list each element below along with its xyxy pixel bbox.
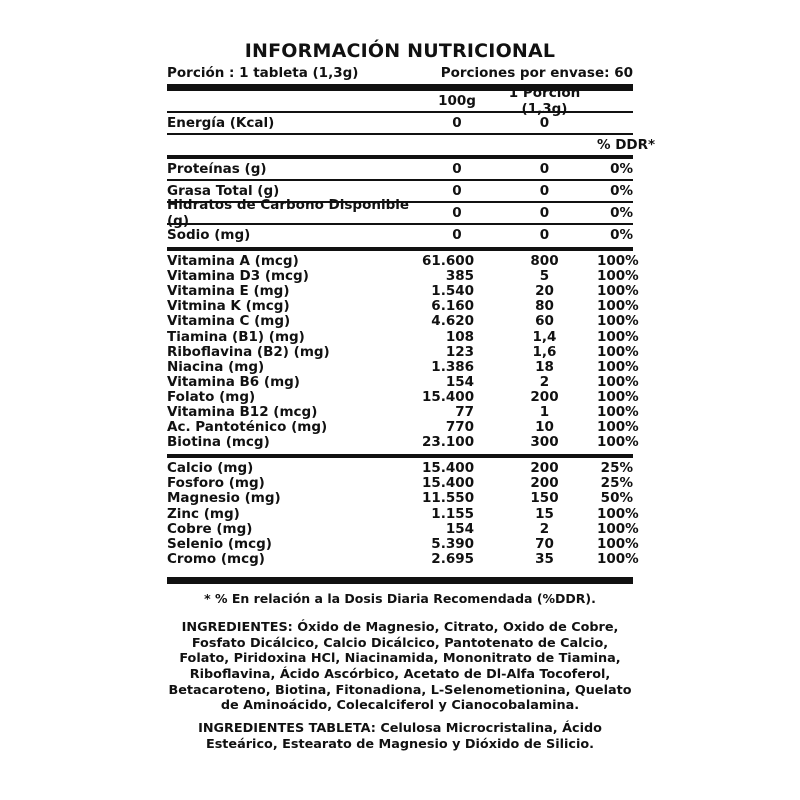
macro-per100: 0: [452, 205, 462, 221]
mineral-perportion: 35: [535, 550, 554, 567]
macro-name: Hidratos de Carbono Disponible (g): [167, 197, 410, 229]
vitamin-per100: 1.540: [431, 283, 474, 300]
vitamin-row: [167, 253, 639, 270]
vitamin-per100: 1.386: [431, 358, 474, 375]
macro-perportion: 0: [539, 227, 550, 243]
ddr-header-row: [167, 135, 656, 155]
panel-title: INFORMACIÓN NUTRICIONAL: [244, 40, 556, 62]
macro-per100: 0: [452, 161, 462, 177]
mineral-perportion: 70: [535, 535, 554, 552]
vitamin-perportion: 800: [530, 253, 559, 270]
mineral-ddr: 50%: [600, 490, 633, 507]
energy-row: [167, 113, 633, 133]
portion-size: Porción : 1 tableta (1,3g): [167, 65, 359, 81]
vitamin-name: Ac. Pantoténico (mg): [167, 419, 328, 436]
portion-line: [167, 64, 633, 82]
vitamin-ddr: 100%: [597, 283, 639, 300]
mineral-perportion: 2: [539, 520, 550, 537]
mineral-row: [167, 520, 639, 537]
mineral-name: Zinc (mg): [167, 505, 240, 522]
vitamins-section: [167, 253, 639, 451]
macro-perportion: 0: [539, 161, 550, 177]
mineral-name: Magnesio (mg): [167, 490, 281, 507]
macro-row: [167, 225, 633, 245]
mineral-ddr: 100%: [597, 535, 639, 552]
vitamin-ddr: 100%: [597, 313, 639, 330]
vitamin-per100: 61.600: [422, 253, 475, 270]
vitamin-ddr: 100%: [597, 403, 639, 420]
energy-per100: 0: [452, 115, 462, 131]
mineral-per100: 15.400: [422, 460, 475, 477]
mineral-name: Cobre (mg): [167, 520, 253, 537]
vitamin-ddr: 100%: [597, 268, 639, 285]
vitamin-ddr: 100%: [597, 373, 639, 390]
mineral-ddr: 25%: [600, 460, 633, 477]
macro-name: Grasa Total (g): [167, 183, 280, 199]
header-ddr: % DDR*: [597, 137, 656, 153]
macro-name: Proteínas (g): [167, 161, 267, 177]
macro-ddr: 0%: [610, 205, 633, 221]
energy-per-portion: 0: [539, 115, 550, 131]
vitamin-name: Vitamina A (mcg): [167, 253, 299, 270]
divider-medium: [167, 454, 633, 458]
ingredients-tablet-text: INGREDIENTES TABLETA: Celulosa Microcristalina, Ácido Esteárico, Estearato de Magnesio y Dióxido de Silicio.: [198, 721, 602, 752]
vitamin-name: Riboflavina (B2) (mg): [167, 343, 330, 360]
vitamin-perportion: 1: [539, 403, 550, 420]
vitamin-perportion: 18: [535, 358, 554, 375]
mineral-name: Cromo (mcg): [167, 550, 265, 567]
mineral-per100: 154: [445, 520, 474, 537]
mineral-per100: 1.155: [431, 505, 474, 522]
macro-ddr: 0%: [610, 161, 633, 177]
vitamin-per100: 6.160: [431, 298, 474, 315]
vitamin-ddr: 100%: [597, 253, 639, 270]
vitamin-name: Biotina (mcg): [167, 434, 270, 451]
mineral-row: [167, 505, 639, 522]
macro-row: [167, 197, 633, 229]
vitamin-perportion: 5: [539, 268, 550, 285]
vitamin-name: Vitamina B12 (mcg): [167, 403, 318, 420]
mineral-row: [167, 491, 633, 506]
macro-perportion: 0: [539, 205, 550, 221]
vitamin-perportion: 200: [530, 388, 559, 405]
macro-name: Sodio (mg): [167, 227, 251, 243]
vitamin-name: Vitmina K (mcg): [167, 298, 290, 315]
vitamin-per100: 15.400: [422, 388, 475, 405]
vitamin-ddr: 100%: [597, 419, 639, 436]
mineral-perportion: 150: [530, 490, 559, 507]
divider-thick: [167, 577, 633, 584]
mineral-per100: 5.390: [431, 535, 474, 552]
energy-label: Energía (Kcal): [167, 115, 275, 131]
mineral-row: [167, 550, 639, 567]
mineral-ddr: 100%: [597, 550, 639, 567]
mineral-name: Selenio (mcg): [167, 535, 272, 552]
macros-section: [167, 159, 633, 251]
vitamin-ddr: 100%: [597, 388, 639, 405]
vitamin-ddr: 100%: [597, 298, 639, 315]
vitamin-row: [167, 358, 639, 375]
macro-row: [167, 159, 633, 179]
mineral-name: Calcio (mg): [167, 460, 254, 477]
mineral-per100: 11.550: [422, 490, 475, 507]
vitamin-row: [167, 388, 639, 405]
vitamin-row: [167, 373, 639, 390]
footnote: * % En relación a la Dosis Diaria Recomendada (%DDR).: [204, 590, 596, 606]
vitamin-per100: 4.620: [431, 313, 474, 330]
mineral-row: [167, 476, 633, 491]
mineral-row: [167, 535, 639, 552]
servings-per-container: Porciones por envase: 60: [440, 65, 633, 81]
vitamin-perportion: 300: [530, 434, 559, 451]
mineral-per100: 2.695: [431, 550, 474, 567]
vitamin-row: [167, 419, 639, 436]
vitamin-perportion: 1,6: [532, 343, 557, 360]
mineral-perportion: 200: [530, 460, 559, 477]
mineral-name: Fosforo (mg): [167, 475, 265, 492]
macro-ddr: 0%: [610, 183, 633, 199]
vitamin-perportion: 1,4: [532, 328, 557, 345]
vitamin-row: [167, 313, 639, 330]
vitamin-per100: 385: [445, 268, 474, 285]
vitamin-per100: 123: [445, 343, 474, 360]
vitamin-row: [167, 328, 639, 345]
mineral-ddr: 100%: [597, 520, 639, 537]
vitamin-per100: 154: [445, 373, 474, 390]
vitamin-per100: 770: [445, 419, 474, 436]
mineral-ddr: 25%: [600, 475, 633, 492]
vitamin-name: Vitamina B6 (mg): [167, 373, 300, 390]
vitamin-perportion: 80: [535, 298, 554, 315]
vitamin-name: Tiamina (B1) (mg): [167, 328, 305, 345]
mineral-perportion: 15: [535, 505, 554, 522]
vitamin-row: [167, 298, 639, 315]
vitamin-ddr: 100%: [597, 328, 639, 345]
vitamin-perportion: 10: [535, 419, 554, 436]
vitamin-perportion: 20: [535, 283, 554, 300]
mineral-row: [167, 461, 633, 476]
mineral-perportion: 200: [530, 475, 559, 492]
vitamin-row: [167, 434, 639, 451]
vitamin-ddr: 100%: [597, 434, 639, 451]
column-header-row: [167, 85, 633, 117]
macro-perportion: 0: [539, 183, 550, 199]
vitamin-name: Vitamina E (mg): [167, 283, 290, 300]
vitamin-ddr: 100%: [597, 358, 639, 375]
nutrition-facts-panel: [167, 38, 656, 753]
vitamin-perportion: 60: [535, 313, 554, 330]
vitamin-name: Vitamina C (mg): [167, 313, 291, 330]
vitamin-row: [167, 343, 639, 360]
macro-per100: 0: [452, 227, 462, 243]
mineral-ddr: 100%: [597, 505, 639, 522]
vitamin-name: Niacina (mg): [167, 358, 265, 375]
vitamin-per100: 108: [445, 328, 474, 345]
vitamin-row: [167, 283, 639, 300]
vitamin-per100: 77: [455, 403, 474, 420]
macro-per100: 0: [452, 183, 462, 199]
vitamin-ddr: 100%: [597, 343, 639, 360]
divider: [167, 247, 633, 251]
vitamin-name: Folato (mg): [167, 388, 256, 405]
minerals-section: [167, 460, 639, 567]
macro-ddr: 0%: [610, 227, 633, 243]
vitamin-row: [167, 268, 639, 285]
ingredients-text: INGREDIENTES: Óxido de Magnesio, Citrato, Oxido de Cobre, Fosfato Dicálcico, Calcio Dicálcico, Pantotenato de Calcio, Folato, Piridoxina HCl, Niacinamida, Mononitrato de Tiamina, Riboflavina, Ácido Ascórbico, Acetato de Dl-Alfa Tocoferol, Betacaroteno, Biotina, Fitonadiona, L-Selenometionina, Quelato de Aminoácido, Colecalciferol y Cianocobalamina.: [168, 619, 632, 714]
mineral-per100: 15.400: [422, 475, 475, 492]
vitamin-row: [167, 403, 639, 420]
header-per-portion: 1 Porción (1,3g): [508, 85, 581, 117]
header-per100: 100g: [438, 93, 476, 109]
vitamin-per100: 23.100: [422, 434, 475, 451]
vitamin-name: Vitamina D3 (mcg): [167, 268, 309, 285]
vitamin-perportion: 2: [539, 373, 550, 390]
